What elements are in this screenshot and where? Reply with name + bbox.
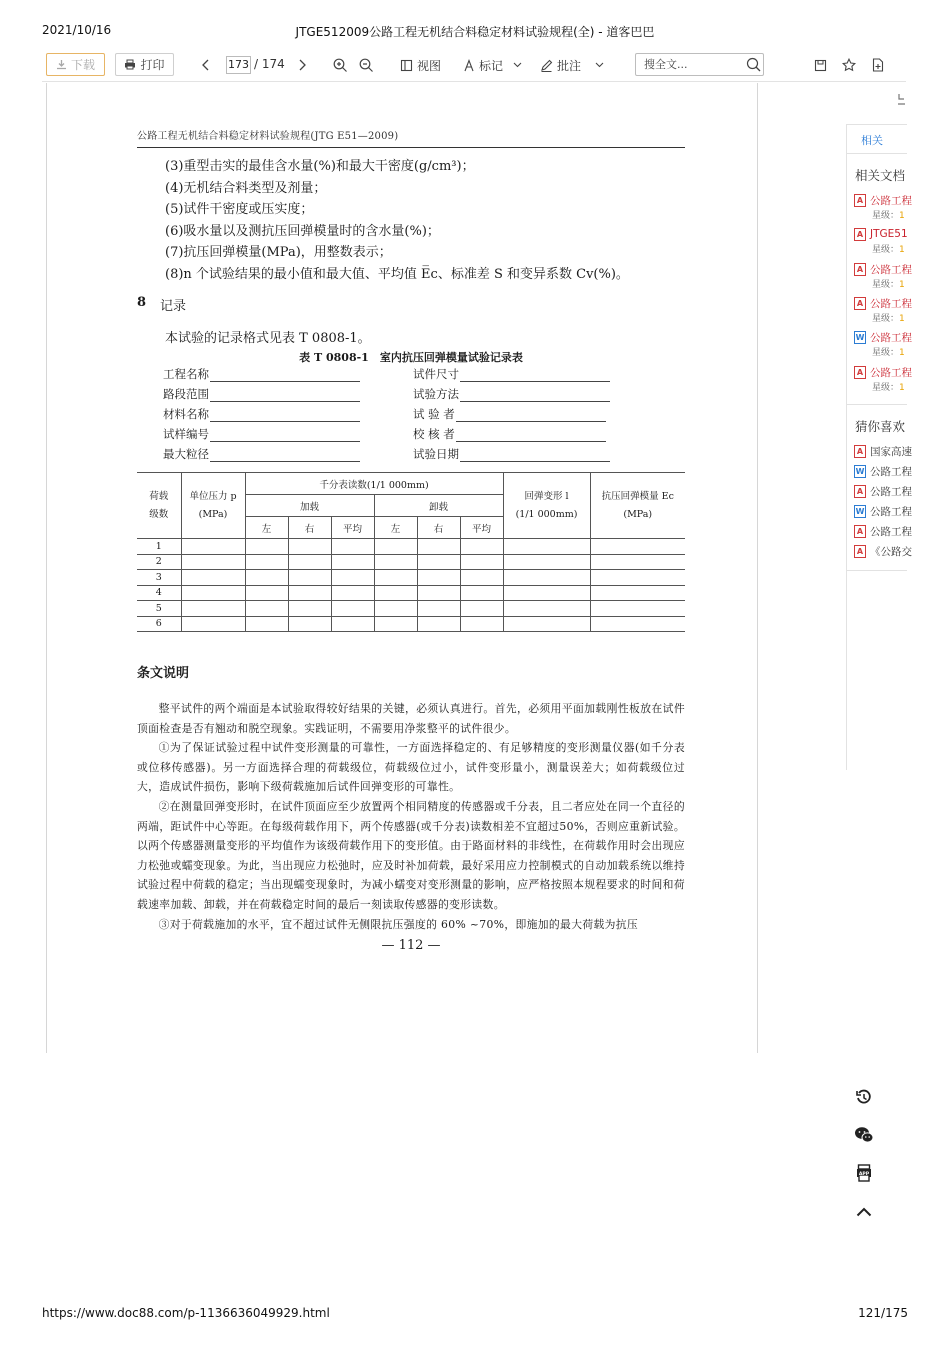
record-table [137,472,685,632]
print-url: https://www.doc88.com/p-1136636049929.html [42,1306,330,1320]
app-download-button[interactable] [852,1161,876,1185]
pdf-icon: A [854,485,866,498]
related-doc-link[interactable]: A 公路工程 [854,193,912,207]
list-item: (5)试件干密度或压实度； [165,202,314,217]
related-doc-rating: 星级：1 [872,383,905,393]
blank-line [210,430,360,442]
favorite-button[interactable] [839,54,859,76]
related-doc-rating: 星级：1 [872,348,905,358]
list-item: (7)抗压回弹模量(MPa)，用整数表示； [165,245,392,260]
pdf-icon: A [854,366,866,379]
blank-line [460,370,610,382]
zoom-in-icon [333,58,348,73]
document-page [137,127,685,953]
chevron-right-icon [297,59,307,71]
table-row: 6 [137,616,685,632]
list-item: (4)无机结合料类型及剂量； [165,180,327,196]
related-sidebar [846,124,912,770]
blank-line [460,390,610,402]
commentary-paragraph: ③对于荷载施加的水平，宜不超过试件无侧限抗压强度的 60% ~70%，即施加的最大荷载为抗压 [158,917,639,931]
word-icon: W [855,466,865,476]
pdf-icon: A [854,263,866,276]
guess-doc-link[interactable]: W 公路工程 [855,465,912,478]
related-doc-rating: 星级：1 [872,211,905,221]
running-head: 公路工程无机结合料稳定材料试验规程(JTG E51—2009) [137,127,685,148]
commentary-body [137,699,685,934]
related-doc-link[interactable]: A 公路工程 [854,262,912,276]
page-number: — 112 — [381,938,441,954]
list-item: (3)重型击实的最佳含水量(%)和最大干密度(g/cm³)； [165,159,475,174]
history-button[interactable] [852,1085,876,1109]
view-label: 视图 [417,58,442,73]
chevron-left-icon [201,59,211,71]
printer-icon [124,59,136,70]
table-row: 5 [137,601,685,617]
commentary-paragraph: 整平试件的两个端面是本试验取得较好结果的关键，必须认真进行。首先，必须用平面加载刚性板放在试件顶面检查是否有翘动和脱空现象。实践证明，不需要用净浆整平的试件很少。 [137,702,685,735]
th-unloading: 卸载 [374,495,503,517]
word-icon: W [855,506,865,516]
print-page-count: 121/175 [858,1306,908,1320]
meta-field-road-section: 路段范围 [163,386,360,402]
download-icon [56,59,67,70]
pdf-icon: A [854,445,866,458]
zoom-out-icon [359,58,374,73]
star-icon [842,58,856,72]
meta-field-test-date: 试验日期 [413,446,610,462]
table-row: 1 [137,539,685,555]
prev-page-button[interactable] [196,54,216,76]
svg-text:APP: APP [858,1172,870,1177]
document-plus-icon [872,58,884,72]
section-heading [137,295,685,314]
highlighter-icon [463,59,475,72]
meta-field-tester: 试 验 者 [413,406,606,422]
blank-line [456,430,606,442]
page-number-input[interactable]: 173 [226,56,251,74]
guess-heading: 猜你喜欢 [855,419,906,434]
list-item: (6)吸水量以及测抗压回弹模量时的含水量(%)； [165,223,440,239]
related-doc-link[interactable]: A 公路工程 [854,365,912,379]
wechat-share-button[interactable] [852,1123,876,1147]
blank-line [210,410,360,422]
commentary-paragraph: ②在测量回弹变形时，在试件顶面应至少放置两个相同精度的传感器或千分表，且二者应处在同一个直径的两端，距试件中心等距。在每级荷载作用下，两个传感器(或千分表)读数相差不宜超过50%，否则应重新试验。以两个传感器测量变形的平均值作为该级荷载作用下的变形值。由于路面材料的非线性，在荷载作用时会出现应力松弛或蠕变现象。为此，当出现应力松弛时，应及时补加荷载，最好采用应力控制模式的自动加载系统以维持试验过程中荷载的稳定；当出现蠕变现象时，为减小蠕变对变形测量的影响，应严格按照本规程要求的时间和荷载速率加载、卸载，并在荷载稳定时间的最后一刻读取传感器的变形读数。 [137,799,685,911]
meta-field-max-size: 最大粒径 [163,446,360,462]
page-total: / 174 [254,57,285,71]
section-intro: 本试验的记录格式见表 T 0808-1。 [165,331,371,346]
back-to-top-button[interactable] [852,1200,876,1224]
download-label: 下载 [70,58,95,72]
table-row: 3 [137,570,685,586]
guess-doc-link[interactable]: A 公路工程 [854,524,912,538]
save-button[interactable] [810,54,830,76]
document-viewer[interactable] [46,83,758,1053]
zoom-out-button[interactable] [356,54,376,76]
pdf-icon: A [854,228,866,241]
viewer-toolbar [42,50,906,82]
related-doc-rating: 星级：1 [872,280,905,290]
blank-line [210,450,360,462]
commentary-title: 条文说明 [137,666,190,681]
commentary-paragraph: ①为了保证试验过程中试件变形测量的可靠性，一方面选择稳定的、有足够精度的变形测量仪器(如千分表或位移传感器)。另一方面选择合理的荷载级位，荷载级位过小，试件变形量小，测量误差大；如荷载级位过大，造成试件损伤，影响下级荷载施加后试件回弹变形的可靠性。 [137,741,685,794]
wechat-icon [854,1126,874,1144]
history-icon [855,1088,873,1106]
annotate-label: 批注 [557,58,582,73]
table-row: 2 [137,554,685,570]
record-meta-fields [137,366,685,468]
view-menu-button[interactable] [400,54,441,76]
list-item: (8)n 个试验结果的最小值和最大值、平均值 E̅c、标准差 S 和变异系数 Cv(%)。 [165,266,629,282]
th-rebound-modulus: 抗压回弹模量 Ec (MPa) [590,473,685,539]
chevron-up-icon [856,1207,872,1217]
annotate-menu-button[interactable] [540,54,604,76]
meta-field-material: 材料名称 [163,406,360,422]
table-row: 4 [137,585,685,601]
blank-line [456,410,606,422]
th-left: 左 [245,517,288,539]
result-items-list [137,156,685,285]
guess-doc-link[interactable]: A 国家高速 [854,444,912,458]
print-date: 2021/10/16 [42,23,112,37]
print-button[interactable] [115,53,174,76]
related-doc-link[interactable]: A JTGE51 [854,227,908,241]
print-title: JTGE512009公路工程无机结合料稳定材料试验规程(全) - 道客巴巴 [295,25,655,39]
divider [847,570,907,571]
download-button[interactable] [46,53,105,76]
th-load-level: 荷载级数 [137,473,181,539]
th-dial-reading: 千分表读数(1/1 000mm) [245,473,503,495]
mark-menu-button[interactable] [463,54,522,76]
pen-icon [540,59,553,72]
th-right: 右 [288,517,331,539]
tool-icon[interactable] [896,93,906,105]
app-icon [856,1164,872,1182]
tab-related[interactable]: 相关 [847,124,907,154]
related-doc-rating: 星级：1 [872,245,905,255]
next-page-button[interactable] [292,54,312,76]
word-icon: W [855,332,865,342]
pdf-icon: A [854,545,866,558]
pdf-icon: A [854,194,866,207]
chevron-down-icon [595,62,604,68]
meta-field-checker: 校 核 者 [413,426,606,442]
related-heading: 相关文档 [855,168,906,183]
table-caption: 表 T 0808-1 室内抗压回弹模量试验记录表 [299,351,523,364]
blank-line [210,390,360,402]
save-icon [814,59,827,72]
th-right: 右 [417,517,460,539]
th-unit-pressure: 单位压力 p (MPa) [181,473,245,539]
divider [847,404,907,405]
section-number: 8 [137,295,147,310]
meta-field-project: 工程名称 [163,366,360,382]
chevron-down-icon [513,62,522,68]
guess-doc-link[interactable]: W 公路工程 [855,505,912,518]
blank-line [460,450,610,462]
search-icon[interactable] [746,57,761,72]
th-average: 平均 [460,517,503,539]
zoom-in-button[interactable] [330,54,350,76]
print-label: 打印 [140,58,165,72]
pdf-icon: A [854,525,866,538]
print-header [42,23,908,39]
related-doc-rating: 星级：1 [872,314,905,324]
blank-line [210,370,360,382]
meta-field-test-method: 试验方法 [413,386,610,402]
related-doc-link[interactable]: W 公路工程 [855,331,912,344]
view-icon [400,59,413,72]
th-loading: 加载 [245,495,374,517]
th-average: 平均 [331,517,374,539]
pdf-icon: A [854,297,866,310]
related-doc-link[interactable]: A 公路工程 [854,296,912,310]
guess-doc-link[interactable]: A 公路工程 [854,484,912,498]
th-left: 左 [374,517,417,539]
section-title: 记录 [160,299,187,314]
export-button[interactable] [868,54,888,76]
th-rebound-deformation: 回弹变形 l (1/1 000mm) [503,473,590,539]
mark-label: 标记 [479,58,504,73]
search-input[interactable]: 搜全文... [635,53,764,76]
meta-field-sample-no: 试样编号 [163,426,360,442]
guess-doc-link[interactable]: A 《公路交 [854,544,912,558]
meta-field-specimen-size: 试件尺寸 [413,366,610,382]
